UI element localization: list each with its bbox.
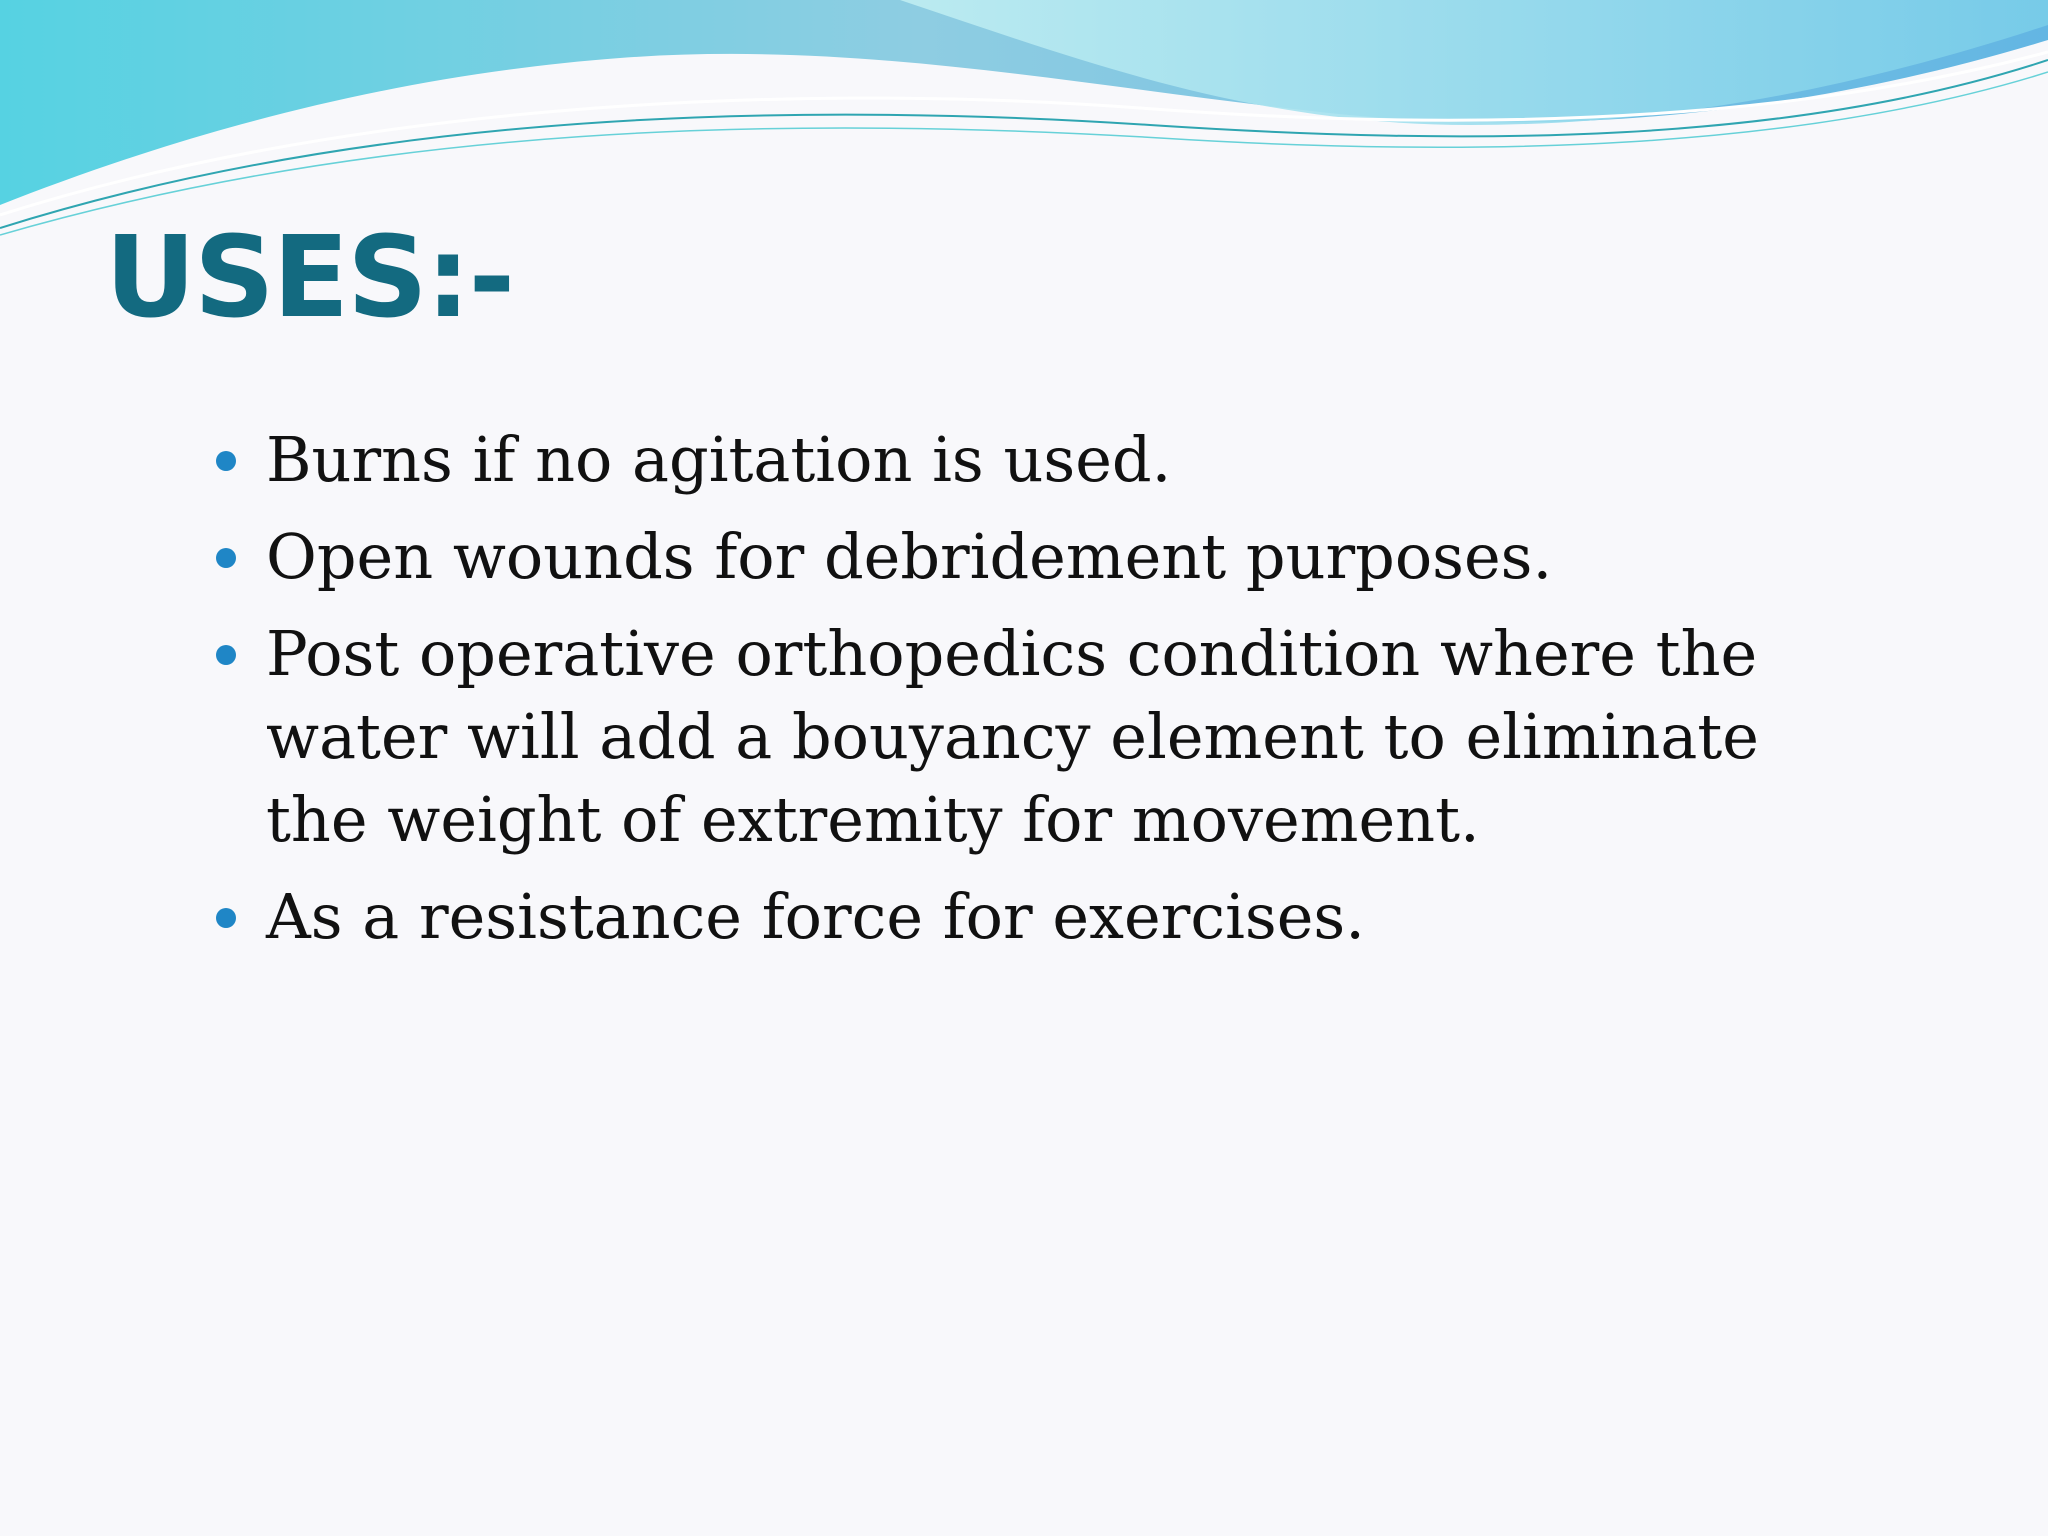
- list-item: [266, 875, 1826, 958]
- list-item-text: As a resistance force for exercises.: [266, 880, 1365, 953]
- slide-title: USES:-: [105, 213, 514, 343]
- list-item: [266, 418, 1826, 501]
- list-item-text: Burns if no agitation is used.: [266, 423, 1172, 496]
- list-item: [266, 515, 1826, 598]
- bullet-dot-icon: [216, 451, 236, 471]
- bullet-dot-icon: [216, 645, 236, 665]
- bullet-dot-icon: [216, 548, 236, 568]
- bullet-list: [266, 418, 1826, 972]
- bullet-dot-icon: [216, 908, 236, 928]
- list-item-text: Post operative orthopedics condition where the water will add a bouyancy element to eliminate the weight of extremity for movement.: [266, 617, 1759, 856]
- list-item: [266, 612, 1826, 861]
- wave-header-decoration: [0, 0, 2048, 240]
- list-item-text: Open wounds for debridement purposes.: [266, 520, 1553, 593]
